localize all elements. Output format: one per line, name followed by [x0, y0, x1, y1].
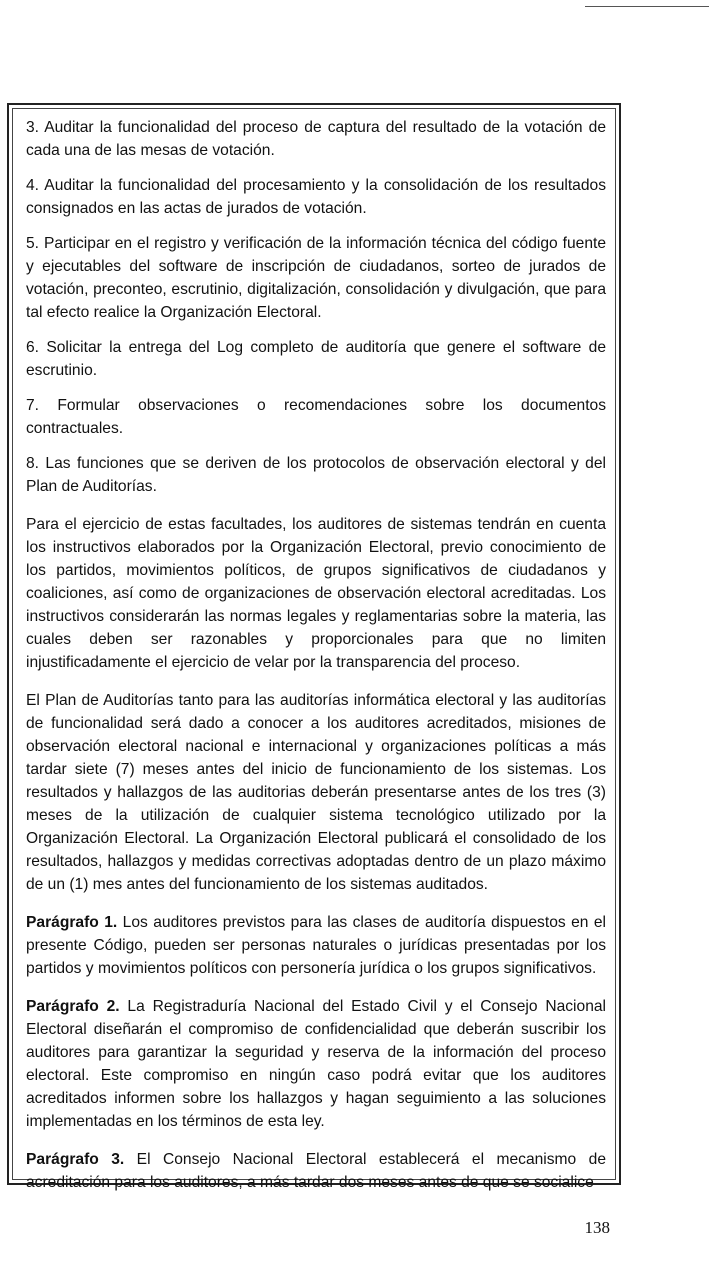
paragrafo-3: [26, 1148, 606, 1194]
paragrafo-1: [26, 911, 606, 980]
paragrafo-3-text: El Consejo Nacional Electoral establecerá el mecanismo de acreditación para los auditores, a más tardar dos meses antes de que se socialice: [26, 1151, 606, 1191]
paragrafo-3-label: Parágrafo 3.: [26, 1151, 125, 1168]
list-item-5: 5. Participar en el registro y verificación de la información técnica del código fuente y ejecutables del software de inscripción de ciudadanos, sorteo de jurados de votación, preconteo, escrutinio, digitalización, consolidación y divulgación, que para tal efecto realice la Organización Electoral.: [26, 235, 606, 321]
paragrafo-2: [26, 995, 606, 1133]
top-rule: [585, 6, 709, 7]
list-item-4: 4. Auditar la funcionalidad del procesamiento y la consolidación de los resultados consignados en las actas de jurados de votación.: [26, 177, 606, 217]
paragrafo-1-text: Los auditores previstos para las clases de auditoría dispuestos en el presente Código, pueden ser personas naturales o jurídicas presentadas por los partidos y movimientos políticos con personería jurídica o los grupos significativos.: [26, 914, 606, 977]
list-item-7: 7. Formular observaciones o recomendaciones sobre los documentos contractuales.: [26, 397, 606, 437]
document-body: [26, 116, 606, 1209]
page-number: 138: [584, 1218, 610, 1237]
list-item-6: 6. Solicitar la entrega del Log completo de auditoría que genere el software de escrutinio.: [26, 339, 606, 379]
list-item-3: 3. Auditar la funcionalidad del proceso de captura del resultado de la votación de cada una de las mesas de votación.: [26, 119, 606, 159]
paragrafo-2-text: La Registraduría Nacional del Estado Civil y el Consejo Nacional Electoral diseñarán el compromiso de confidencialidad que deberán suscribir los auditores para garantizar la seguridad y reserva de la información del proceso electoral. Este compromiso en ningún caso podrá evitar que los auditores acreditados informen sobre los hallazgos y hagan seguimiento a las soluciones implementadas en los términos de esta ley.: [26, 998, 606, 1130]
paragrafo-2-label: Parágrafo 2.: [26, 998, 120, 1015]
list-item-8: 8. Las funciones que se deriven de los protocolos de observación electoral y del Plan de Auditorías.: [26, 455, 606, 495]
paragrafo-1-label: Parágrafo 1.: [26, 914, 118, 931]
paragraph-plan-auditorias: El Plan de Auditorías tanto para las auditorías informática electoral y las auditorías de funcionalidad será dado a conocer a los auditores acreditados, misiones de observación electoral nacional e internacional y organizaciones políticas a más tardar siete (7) meses antes del inicio de funcionamiento de los sistemas. Los resultados y hallazgos de las auditorias deberán presentarse antes de los tres (3) meses de la utilización de cualquier sistema tecnológico utilizado por la Organización Electoral. La Organización Electoral publicará el consolidado de los resultados, hallazgos y medidas correctivas adoptadas dentro de un plazo máximo de un (1) mes antes del funcionamiento de los sistemas auditados.: [26, 692, 606, 893]
paragraph-facultades: Para el ejercicio de estas facultades, los auditores de sistemas tendrán en cuenta los instructivos elaborados por la Organización Electoral, previo conocimiento de los partidos, movimientos políticos, de grupos significativos de ciudadanos y coaliciones, así como de organizaciones de observación electoral acreditadas. Los instructivos considerarán las normas legales y reglamentarias sobre la materia, las cuales deben ser razonables y proporcionales para que no limiten injustificadamente el ejercicio de velar por la transparencia del proceso.: [26, 516, 606, 671]
